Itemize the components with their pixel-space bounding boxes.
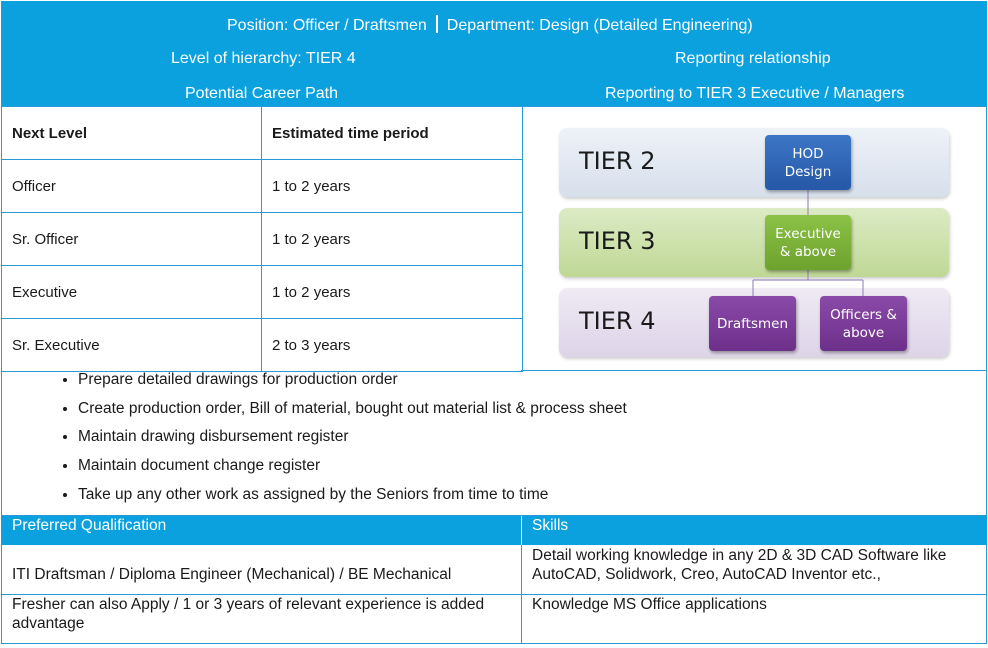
skill-1: Detail working knowledge in any 2D & 3D CAD Software like AutoCAD, Solidwork, Creo, AutoCAD Inventor etc.,	[532, 547, 947, 583]
duties-list	[38, 371, 627, 514]
hod-line-1: HOD	[792, 145, 824, 162]
reporting-to-label: Reporting to TIER 3 Executive / Managers	[605, 85, 905, 102]
officers-box	[820, 296, 907, 351]
table-row	[2, 160, 523, 213]
tier-3-label: TIER 3	[579, 227, 656, 255]
executive-line-1: Executive	[775, 225, 841, 242]
tier-2-label: TIER 2	[579, 147, 656, 175]
career-path-label: Potential Career Path	[185, 85, 338, 102]
qualification-2: Fresher can also Apply / 1 or 3 years of relevant experience is added advantage	[12, 596, 485, 632]
tier-4-label: TIER 4	[579, 307, 656, 335]
qualification-header-divider	[521, 516, 522, 545]
list-item: • Take up any other work as assigned by the Seniors from time to time	[78, 486, 627, 515]
column-header-time-period: Estimated time period	[262, 107, 523, 160]
divider	[436, 15, 438, 33]
list-item: • Create production order, Bill of material, bought out material list & process sheet	[78, 400, 627, 429]
table-row	[2, 213, 523, 266]
position-title: Position: Officer / Draftsmen	[227, 17, 427, 34]
skills-heading: Skills	[532, 517, 569, 534]
time-period-cell: 1 to 2 years	[262, 213, 523, 266]
list-item: • Maintain drawing disbursement register	[78, 428, 627, 457]
time-period-cell: 1 to 2 years	[262, 266, 523, 319]
column-header-next-level: Next Level	[2, 107, 262, 160]
career-path-table	[1, 106, 523, 372]
qualification-1: ITI Draftsman / Diploma Engineer (Mechanical) / BE Mechanical	[12, 566, 452, 583]
executive-line-2: & above	[779, 243, 837, 260]
list-item: • Prepare detailed drawings for production order	[78, 371, 627, 400]
draftsmen-box	[709, 296, 796, 351]
hod-design-box	[765, 135, 851, 190]
next-level-cell: Sr. Executive	[2, 319, 262, 372]
table-row	[2, 266, 523, 319]
next-level-cell: Executive	[2, 266, 262, 319]
reporting-relationship-label: Reporting relationship	[675, 50, 831, 67]
skill-2: Knowledge MS Office applications	[532, 596, 767, 613]
time-period-cell: 2 to 3 years	[262, 319, 523, 372]
draftsmen-label: Draftsmen	[716, 315, 789, 332]
department-title: Department: Design (Detailed Engineering)	[446, 17, 753, 34]
position-department-line	[227, 15, 753, 35]
next-level-cell: Sr. Officer	[2, 213, 262, 266]
table-row	[2, 319, 523, 372]
officers-line-1: Officers &	[830, 306, 897, 323]
hierarchy-level: Level of hierarchy: TIER 4	[171, 50, 356, 67]
executive-box	[765, 215, 851, 270]
preferred-qualification-heading: Preferred Qualification	[12, 517, 167, 534]
qualification-col-divider	[521, 545, 522, 644]
time-period-cell: 1 to 2 years	[262, 160, 523, 213]
next-level-cell: Officer	[2, 160, 262, 213]
hod-line-2: Design	[784, 163, 832, 180]
table-header-row	[2, 107, 523, 160]
officers-line-2: above	[842, 324, 885, 341]
list-item: • Maintain document change register	[78, 457, 627, 486]
